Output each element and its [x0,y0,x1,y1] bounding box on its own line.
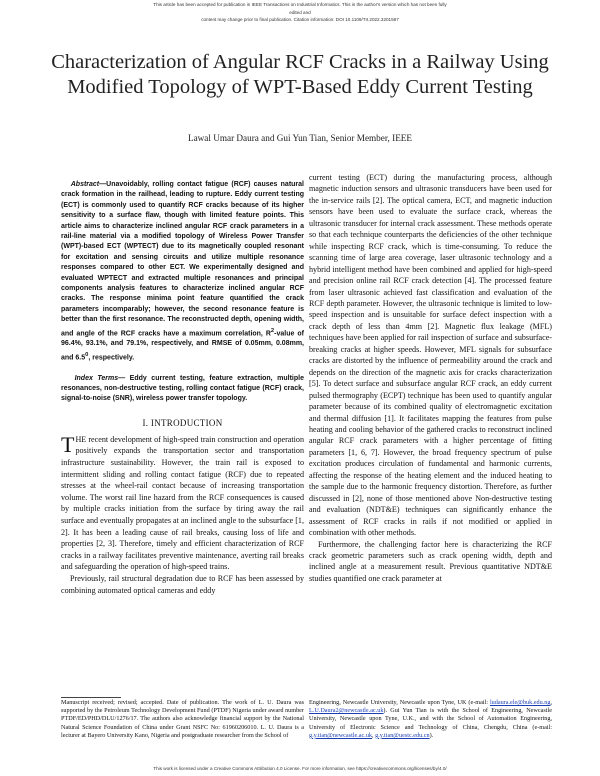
footnote-affiliations [309,699,552,740]
footnote-funding: Manuscript received; revised; accepted. Date of publication. The work of L. U. Daura was supported by the Petroleum Technology Development Fund (PTDF) Nigeria under award number PTDF/ED/PHD/DLU/1276/17. The authors also acknowledge financial support by the National Natural Science Foundation of China under Grant NSFC No: 61960206010. L. U. Daura is a lecturer at Bayero University Kano, Nigeria and postgraduate researcher from the School of [61,699,304,739]
publication-notice-line-2: content may change prior to final publication. Citation information: DOI 10.1109/TII.2022.3201587 [201,17,399,23]
email-link-4[interactable]: g.y.tian@uestc.edu.cn [375,731,430,739]
index-terms-label: Index Terms [74,374,119,382]
abstract-text-3: , respectively. [88,354,135,362]
abstract-label: Abstract [70,181,100,188]
footnote-right-text-2: ). Gui Yun Tian is with the School of Engineering, Newcastle University, Newcastle upon Tyne, U.K., and with the School of Automation Engineering, University of Electronic Science and Technology of China, Chengdu, China (e-mail: [309,707,552,731]
abstract-superscript-1: 2 [270,327,275,334]
publication-notice-line-1: This article has been accepted for publication in IEEE Transactions on Industrial Informatics. This is the author's version which has not been fully edited and [153,2,447,15]
paper-authors: Lawal Umar Daura and Gui Yun Tian, Senior Member, IEEE [187,133,413,143]
footnote-separator-1: , [550,699,552,706]
footnote-right-text-1: Engineering, Newcastle University, Newcastle upon Tyne, UK (e-mail: [309,699,490,706]
index-terms [61,374,304,405]
email-link-1[interactable]: ludaura.ele@buk.edu.ng [489,699,551,706]
license-notice: This work is licensed under a Creative Commons Attribution 4.0 License. For more information, see https://creativecommons.org/licenses/by/4.0/ [153,766,447,771]
index-terms-text: Eddy current testing, feature extraction, multiple resonances, non-destructive testing, rolling contact fatigue (RCF) crack, signal-to-noise (SNR), wireless power transfer topology. [61,374,304,403]
intro-paragraph-1-text: HE recent development of high-speed train construction and operation positively expands the transportation sector and transportation infrastructure sustainability. However, the train rail is exposed to intermittent sliding and rolling contact fatigue (RCF) due to repeated stresses at the wheel-rail contact because of increasing transportation volume. The worst rail line hazard from the RCF consequences is caused by multiple cracks initiation from the surface by tiring away the rail surface and eventually propagates at an inclined angle to the subsurface [1, 2]. It has been a leading cause of rail breaks, causing loss of life and properties [2, 3]. Therefore, timely and efficient characterization of RCF cracks in a railway facilitates preventive maintenance, averting rail breaks and safeguarding the operation of high-speed trains. [61,434,304,572]
abstract-text-2: -value of 96.4%, 93.1%, and 79.1%, respectively, and RMSE of 0.05mm, 0.08mm, and 6.5 [61,330,304,362]
abstract-dash: — [99,181,107,188]
publication-notice [150,1,450,24]
intro-paragraph-1 [61,431,304,573]
index-terms-dash: — [118,374,130,382]
right-paragraph-1: current testing (ECT) during the manufacturing process, although magnetic induction sensors and ultrasonic transducers have been used for the in-service rails [2]. The optical camera, ECT, and magnetic induction sensors have been used to evaluate the surface crack, whereas the ultrasonic transducer for internal crack assessment. These methods operate so that each technique counterparts the deficiencies of the other technique while inspecting RCF crack, which is time-consuming. To reduce the scanning time of large area coverage, laser ultrasonic technology and a hybrid intelligent method have been combined and applied for high-speed and precision online rail RCF crack detection [4]. The processed feature from laser ultrasonic achieved fast classification and evaluation of the RCF depth parameter. However, the ultrasonic technique is limited to low-speed inspection and is unsuitable for surface defect inspection with a crack depth of less than 4mm [2]. Magnetic flux leakage (MFL) techniques have been applied for rail inspection of surface and subsurface-breaking cracks at higher speeds. However, MFL signals for subsurface cracks are distorted by the influence of permeability around the crack and depends on the direction of the magnetic axis for cracks characterization [5]. To detect surface and subsurface angular RCF crack, an eddy current pulsed thermography (ECPT) technique has been used to quantify angular parameter because of its combined quality of electromagnetic excitation and thermal diffusion [1]. It facilitates mapping the features from pulse heating and cooling behavior of the gathered cracks to reconstruct inclined angular RCF crack parameters with a higher percentage of fitting parameters [1, 6, 7]. However, the broad frequency spectrum of pulse excitation produces circulation of fundamental and harmonic currents, affecting the response of the heating element and the induced heating to the sample due to the harmonic frequency distortion. Therefore, as further discussed in [2], none of those mentioned above Non-destructive testing and evaluation (NDT&E) techniques can significantly enhance the assessment of RCF cracks in rails if not modified or applied in combination with other methods. [309,173,552,538]
email-link-3[interactable]: g.y.tian@newcastle.ac.uk [309,731,373,739]
footnote-divider [61,697,121,698]
paper-title: Characterization of Angular RCF Cracks in a Railway Using Modified Topology of WPT-Based Eddy Current Testing [51,51,549,98]
drop-cap: T [61,431,75,457]
intro-paragraph-2: Previously, rail structural degradation due to RCF has been assessed by combining automated optical cameras and eddy [61,573,304,595]
footnote-right-text-3: ). [429,731,434,739]
section-heading-introduction: I. INTRODUCTION [142,417,223,428]
abstract-text-1: Unavoidably, rolling contact fatigue (RCF) causes natural crack formation in the railhead, leading to rupture. Eddy current testing (ECT) is commonly used to quantify RCF cracks because of its higher sensitivity to a surface flaw, though with limited feature points. This article aims to characterize inclined angular RCF crack parameters in a rail-line material via a modified topology of Wireless Power Transfer (WPT)-based ECT (WPTECT) due to its magnetically coupled resonant for excitation and sensing circuits and utilize multiple resonance responses compared to other ECT. We experimentally designed and evaluated WPTECT and extracted multiple resonances and principal components analysis features to characterize inclined angular RCF cracks. The response minima point feature quantified the crack parameters incomparably; however, the second resonance feature is better than the first resonance. The reconstructed depth, opening width, and angle of the RCF cracks have a maximum correlation, R [61,181,304,338]
abstract [61,180,304,364]
right-paragraph-2: Furthermore, the challenging factor here is characterizing the RCF crack geometric parameters such as crack opening width, depth and inclined angle at a measurement result. Previous quantitative NDT&E studies quantified one crack parameter at [309,539,552,583]
footnote-separator-2: , [372,731,376,739]
email-link-2[interactable]: L.U.Daura2@newcastle.ac.uk [309,707,384,715]
left-column [61,180,304,596]
right-column [309,172,552,584]
abstract-superscript-2: 0 [85,351,89,358]
